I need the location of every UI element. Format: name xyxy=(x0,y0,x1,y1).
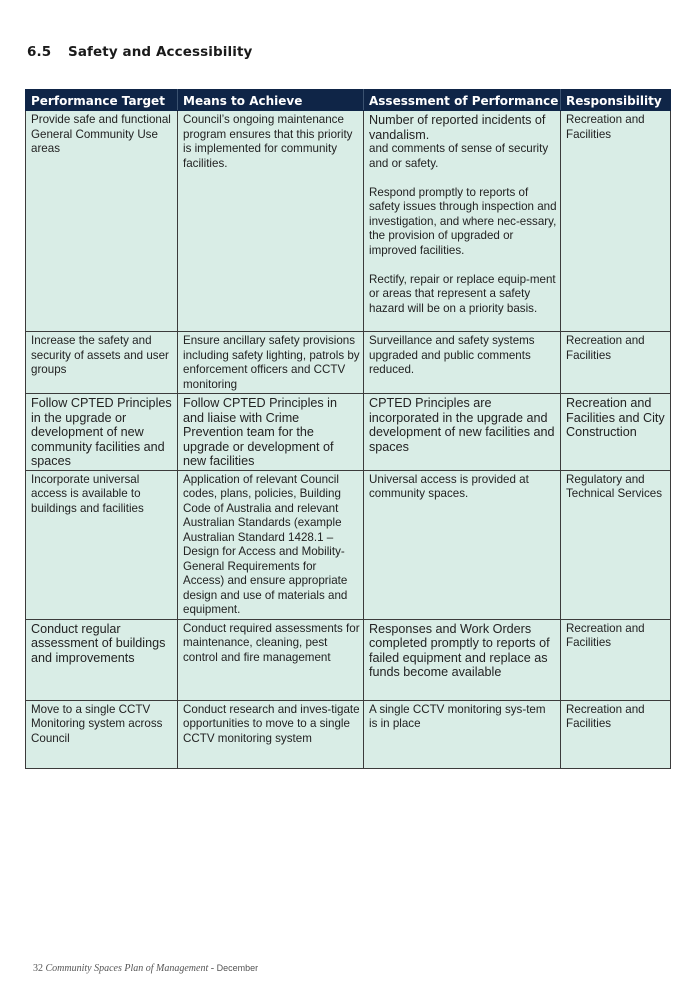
cell-target: Conduct regular assessment of buildings and improvements xyxy=(26,619,178,700)
assessment-text: Responses and Work Orders completed promptly to reports of failed equipment and replace as funds become available xyxy=(369,621,550,679)
cell-assessment xyxy=(364,332,561,394)
cell-responsibility: Recreation and Facilities xyxy=(561,332,671,394)
cell-responsibility: Regulatory and Technical Services xyxy=(561,470,671,619)
cell-responsibility: Recreation and Facilities xyxy=(561,619,671,700)
cell-means: Follow CPTED Principles in and liaise with Crime Prevention team for the upgrade or development of new facilities xyxy=(178,394,364,471)
assessment-text: and comments of sense of security and or safety. xyxy=(369,142,549,170)
cell-assessment xyxy=(364,394,561,471)
table-row xyxy=(26,332,671,394)
section-number: 6.5 xyxy=(27,44,52,60)
cell-means: Council’s ongoing maintenance program ensures that this priority is implemented for community facilities. xyxy=(178,111,364,332)
performance-table xyxy=(25,89,671,769)
footer-separator: - xyxy=(208,963,217,974)
assessment-text: CPTED Principles are incorporated in the upgrade and development of new facilities and spaces xyxy=(369,396,555,454)
cell-target: Incorporate universal access is available to buildings and facilities xyxy=(26,470,178,619)
table-row xyxy=(26,700,671,768)
cell-means: Conduct required assessments for maintenance, cleaning, pest control and fire management xyxy=(178,619,364,700)
section-heading xyxy=(27,44,252,60)
cell-means: Conduct research and inves-tigate opportunities to move to a single CCTV monitoring system xyxy=(178,700,364,768)
assessment-text: Respond promptly to reports of safety issues through inspection and investigation, and where nec-essary, the provision of upgraded or improved facilities. xyxy=(369,185,557,257)
cell-assessment xyxy=(364,619,561,700)
table-row xyxy=(26,470,671,619)
table-header-row xyxy=(26,90,671,111)
page-number: 32 xyxy=(33,963,43,974)
cell-responsibility: Recreation and Facilities xyxy=(561,700,671,768)
cell-responsibility: Recreation and Facilities and City Construction xyxy=(561,394,671,471)
assessment-text: A single CCTV monitoring sys-tem is in place xyxy=(369,702,546,730)
assessment-text: Universal access is provided at community spaces. xyxy=(369,472,529,500)
page-footer xyxy=(33,963,258,974)
cell-target: Move to a single CCTV Monitoring system across Council xyxy=(26,700,178,768)
assessment-text: Surveillance and safety systems upgraded and public comments reduced. xyxy=(369,334,535,376)
cell-target: Follow CPTED Principles in the upgrade or development of new community facilities and spaces xyxy=(26,394,178,471)
cell-means: Application of relevant Council codes, plans, policies, Building Code of Australia and relevant Australian Standards (example Australian Standard 1428.1 – Design for Access and Mobility-General Requirements for Access) and ensure appropriate design and use of materials and equipment. xyxy=(178,470,364,619)
assessment-text: Rectify, repair or replace equip-ment or areas that represent a safety hazard will be on a priority basis. xyxy=(369,272,556,315)
header-assessment-of-performance: Assessment of Performance xyxy=(364,90,561,111)
cell-assessment xyxy=(364,470,561,619)
cell-assessment xyxy=(364,111,561,332)
cell-means: Ensure ancillary safety provisions including safety lighting, patrols by enforcement officers and CCTV monitoring xyxy=(178,332,364,394)
header-performance-target: Performance Target xyxy=(26,90,178,111)
cell-target: Provide safe and functional General Community Use areas xyxy=(26,111,178,332)
assessment-text: Number of reported incidents of vandalism. xyxy=(369,113,546,142)
table-row xyxy=(26,394,671,471)
table-row xyxy=(26,619,671,700)
table-row xyxy=(26,111,671,332)
document-title: Community Spaces Plan of Management xyxy=(45,963,209,974)
header-means-to-achieve: Means to Achieve xyxy=(178,90,364,111)
cell-responsibility: Recreation and Facilities xyxy=(561,111,671,332)
cell-target: Increase the safety and security of assets and user groups xyxy=(26,332,178,394)
document-month: December xyxy=(216,963,259,973)
header-responsibility: Responsibility xyxy=(561,90,671,111)
section-title: Safety and Accessibility xyxy=(68,44,253,60)
cell-assessment xyxy=(364,700,561,768)
